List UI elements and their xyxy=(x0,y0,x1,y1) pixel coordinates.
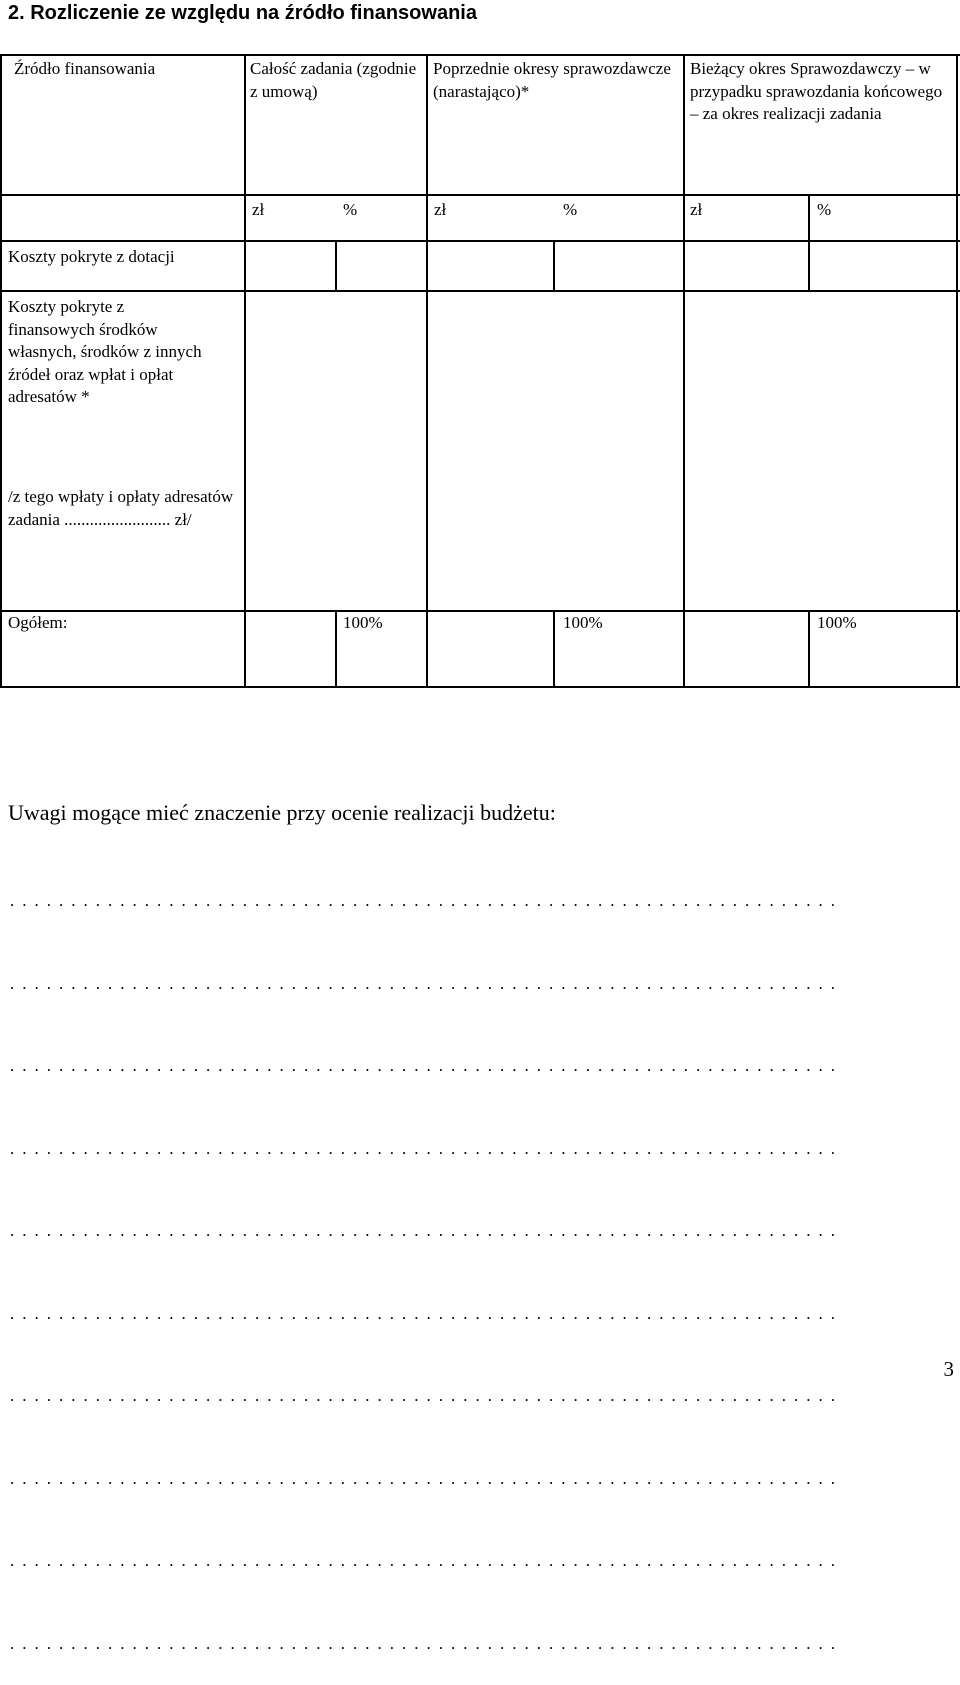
unit-previous-percent: % xyxy=(563,200,578,219)
dotted-line: .................................................................... xyxy=(10,1386,843,1405)
remarks-lines xyxy=(10,832,955,1685)
row-own-funds: Koszty pokryte z finansowych środków własnych, środków z innych źródeł oraz wpłat i opłat adresatów * xyxy=(8,297,202,406)
page-number: 3 xyxy=(943,1357,954,1381)
dotted-line: .................................................................... xyxy=(10,1303,843,1323)
unit-current-zl: zł xyxy=(690,200,703,219)
dotted-line: .................................................................... xyxy=(10,891,843,910)
section-title: 2. Rozliczenie ze względu na źródło finansowania xyxy=(8,2,477,24)
row-subsidy: Koszty pokryte z dotacji xyxy=(8,247,175,266)
total-value-previous: 100% xyxy=(563,613,603,632)
dotted-line: .................................................................... xyxy=(10,1056,843,1075)
header-current: Bieżący okres Sprawozdawczy – w przypadku sprawozdania końcowego – za okres realizacji zadania xyxy=(690,59,943,123)
header-total: Całość zadania (zgodnie z umową) xyxy=(250,59,417,101)
total-value-current: 100% xyxy=(817,613,857,632)
header-source: Źródło finansowania xyxy=(14,59,156,78)
unit-previous-zl: zł xyxy=(434,200,447,219)
unit-total-percent: % xyxy=(343,200,358,219)
total-label: Ogółem: xyxy=(8,613,68,632)
row-fees: /z tego wpłaty i opłaty adresatów zadania ......................... zł/ xyxy=(8,487,234,529)
dotted-line: .................................................................... xyxy=(10,1551,843,1570)
unit-current-percent: % xyxy=(817,200,832,219)
unit-total-zl: zł xyxy=(252,200,265,219)
total-value-total: 100% xyxy=(343,613,383,632)
dotted-line: .................................................................... xyxy=(10,1468,843,1488)
dotted-line: .................................................................... xyxy=(10,1221,843,1240)
dotted-line: .................................................................... xyxy=(10,1633,843,1653)
dotted-line: .................................................................... xyxy=(10,973,843,993)
remarks-title: Uwagi mogące mieć znaczenie przy ocenie realizacji budżetu: xyxy=(8,800,556,825)
header-previous: Poprzednie okresy sprawozdawcze (narastająco)* xyxy=(433,59,671,101)
dotted-line: .................................................................... xyxy=(10,1138,843,1158)
